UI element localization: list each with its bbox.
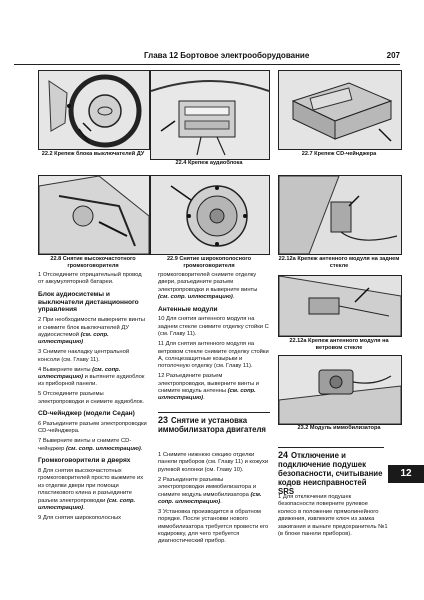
immobilizer-illustration (279, 356, 401, 424)
door-trim-illustration (39, 176, 149, 254)
section-heading-24 (278, 447, 384, 496)
section-title: Отключение и подключение подушек безопасности, считывание кодов неисправностей SRS (278, 451, 383, 496)
section-title: Снятие и установка иммобилизатора двигателя (158, 416, 266, 434)
steering-wheel-illustration (39, 71, 149, 149)
paragraph: 9 Для снятия широкополосных (38, 514, 122, 521)
paragraph: 2 Разъедините разъемы электропроводки иммобилизатора и снимите модуль иммобилизатора (см. сопр. иллюстрацию). (158, 476, 262, 505)
paragraph: громкоговорителей снимите отделку двери, разъедините разъем электропроводки и выверните винты (см. сопр. иллюстрацию). (158, 272, 258, 301)
subheading-antenna: Антенные модули (158, 305, 218, 313)
paragraph: 1 Снимите нижнюю секцию отделки панели приборов (см. Главу 11) и кожухи рулевой колонки (см. Главу 10). (158, 452, 269, 473)
subheading-cd-changer: CD-чейнджер (модели Седан) (38, 410, 135, 418)
paragraph: 2 При необходимости выверните винты и снимите блок выключателей ДУ аудиосистемой (см. сопр. иллюстрацию) (38, 317, 145, 346)
chapter-tab: 12 (388, 465, 424, 483)
windscreen-pillar-illustration (279, 276, 401, 336)
paragraph: 5 Отсоедините разъемы электропроводки и снимите аудиоблок. (38, 391, 145, 405)
caption-22-7: 22.7 Крепеж CD-чейнджера (301, 151, 377, 157)
chapter-title: Глава 12 Бортовое электрооборудование (144, 51, 310, 60)
paragraph: 6 Разъедините разъем электропроводки CD-чейнджера. (38, 420, 147, 435)
subheading-audio-unit: Блок аудиосистемы и выключатели дистанционного управления (38, 290, 139, 314)
paragraph: 8 Для снятия высокочастотных громкоговорителей просто выжмите их из отделки двери при помощи пластикового клина и разъедините разъем электропроводки (см. сопр. иллюстрацию). (38, 467, 144, 511)
caption-22-8: 22.8 Снятие высокочастотного громкоговорителя (50, 256, 136, 269)
section-number: 23 (158, 415, 169, 425)
figure-immobilizer (278, 355, 402, 425)
figure-cd-changer (278, 70, 402, 150)
cd-changer-illustration (279, 71, 401, 149)
figure-audio-unit (150, 70, 270, 160)
subheading-door-speakers: Громкоговорители в дверях (38, 457, 131, 465)
text-column-3 (278, 494, 388, 541)
text-column-2 (158, 272, 270, 405)
text-column-1 (38, 272, 148, 525)
speaker-illustration (151, 176, 269, 254)
caption-22-4: 22.4 Крепеж аудиоблока (175, 160, 243, 166)
paragraph: 3 Установка производится в обратном порядке. После установки нового иммобилизатора требуется провести его кодировку, для чего требуется диагностический прибор. (158, 508, 269, 545)
paragraph: 10 Для снятия антенного модуля на заднем стекле снимите отделку стойки C (см. Главу 11). (158, 316, 269, 338)
paragraph: 1 Для отключения подушек безопасности поверните рулевое колесо в положение прямолинейного движения, извлеките ключ из замка зажигания и выньте предохранитель №1 (в блоке панели приборов). (278, 494, 388, 538)
caption-23-2: 23.2 Модуль иммобилизатора (297, 425, 381, 431)
page-header (14, 50, 400, 65)
caption-22-2: 22.2 Крепеж блока выключателей ДУ (41, 151, 145, 157)
text-column-2-section-23 (158, 452, 270, 548)
paragraph: 3 Снимите накладку центральной консоли (см. Главу 11). (38, 349, 130, 363)
dashboard-audio-illustration (151, 71, 269, 159)
figure-woofer (150, 175, 270, 255)
figure-antenna-windscreen (278, 275, 402, 337)
paragraph: 4 Выверните винты (см. сопр. иллюстрацию) и вытяните аудиоблок из приборной панели. (38, 366, 145, 388)
paragraph: 12 Разъедините разъем электропроводки, выверните винты и снимите модуль антенны (см. сопр. иллюстрацию). (158, 373, 259, 402)
paragraph: 7 Выверните винты и снимите CD-чейнджер (см. сопр. иллюстрацию). (38, 438, 143, 452)
figure-remote-switch-unit (38, 70, 150, 150)
caption-22-12a-rear: 22.12а Крепеж антенного модуля на заднем стекле (278, 256, 400, 269)
section-number: 24 (278, 450, 289, 460)
caption-22-9: 22.9 Снятие широкополосного громкоговорителя (166, 256, 252, 269)
caption-22-12a-windscreen: 22.12а Крепеж антенного модуля на ветровом стекле (289, 338, 389, 351)
page-number: 207 (386, 51, 400, 60)
figure-tweeter (38, 175, 150, 255)
paragraph: 1 Отсоедините отрицательный провод от аккумуляторной батареи. (38, 272, 142, 286)
rear-pillar-illustration (279, 176, 401, 254)
figure-antenna-rear (278, 175, 402, 255)
paragraph: 11 Для снятия антенного модуля на ветровом стекле снимите отделку стойки A, солнцезащитные козырьки и потолочную отделку (см. Главу 11). (158, 341, 269, 370)
section-heading-23 (158, 412, 270, 434)
